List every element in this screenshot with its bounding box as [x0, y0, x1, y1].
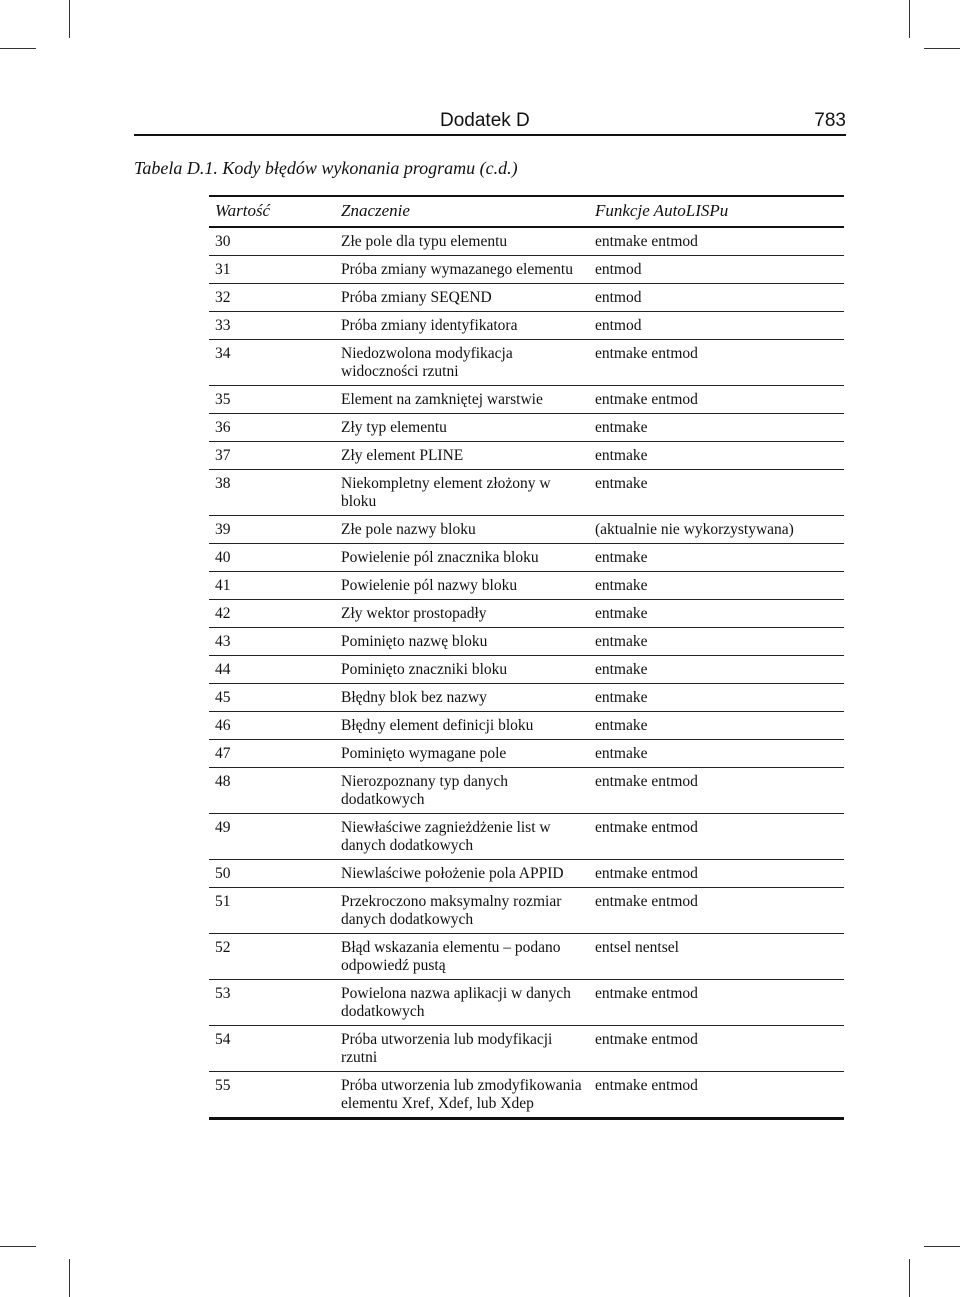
- running-header: [134, 108, 846, 132]
- cell-meaning: [335, 256, 589, 284]
- cell-meaning: [335, 572, 589, 600]
- cell-meaning: [335, 470, 589, 516]
- meaning-text: Powielenie pól nazwy bloku: [341, 576, 518, 594]
- table-row: [209, 227, 844, 256]
- table-row: [209, 544, 844, 572]
- table-row: [209, 600, 844, 628]
- cell-code: 40: [209, 544, 335, 572]
- table-row: [209, 1072, 844, 1119]
- cell-code: 46: [209, 712, 335, 740]
- cell-functions: entmake entmod: [589, 768, 844, 814]
- table-row: [209, 684, 844, 712]
- table-row: [209, 980, 844, 1026]
- cell-meaning: [335, 227, 589, 256]
- meaning-text: Złe pole dla typu elementu: [341, 232, 508, 250]
- cell-code: 30: [209, 227, 335, 256]
- cell-functions: entmod: [589, 312, 844, 340]
- meaning-text: Błąd wskazania elementu – podano odpowiedź pustą: [341, 938, 561, 974]
- column-header-functions: Funkcje AutoLISPu: [589, 196, 844, 227]
- meaning-text: Przekroczono maksymalny rozmiar danych dodatkowych: [341, 892, 562, 928]
- cell-meaning: [335, 712, 589, 740]
- table-row: [209, 712, 844, 740]
- meaning-text: Próba zmiany identyfikatora: [341, 316, 518, 334]
- meaning-text: Zły wektor prostopadły: [341, 604, 487, 622]
- cell-code: 47: [209, 740, 335, 768]
- crop-mark: [909, 1259, 910, 1297]
- cell-meaning: [335, 442, 589, 470]
- cell-functions: entmake: [589, 544, 844, 572]
- cell-functions: entmake entmod: [589, 980, 844, 1026]
- column-header-value: Wartość: [209, 196, 335, 227]
- cell-meaning: [335, 284, 589, 312]
- crop-mark: [69, 0, 70, 38]
- meaning-text: Element na zamkniętej warstwie: [341, 390, 543, 408]
- section-title: Dodatek D: [440, 110, 530, 131]
- cell-meaning: [335, 600, 589, 628]
- table-row: [209, 768, 844, 814]
- cell-functions: entmake: [589, 442, 844, 470]
- cell-functions: entmake: [589, 414, 844, 442]
- cell-code: 53: [209, 980, 335, 1026]
- table-row: [209, 340, 844, 386]
- meaning-text: Niekompletny element złożony w bloku: [341, 474, 551, 510]
- table-caption: Tabela D.1. Kody błędów wykonania programu (c.d.): [134, 158, 518, 178]
- table-row: [209, 1026, 844, 1072]
- cell-code: 43: [209, 628, 335, 656]
- cell-meaning: [335, 684, 589, 712]
- cell-functions: entmod: [589, 256, 844, 284]
- cell-functions: (aktualnie nie wykorzystywana): [589, 516, 844, 544]
- cell-code: 34: [209, 340, 335, 386]
- meaning-text: Powielenie pól znacznika bloku: [341, 548, 539, 566]
- cell-meaning: [335, 740, 589, 768]
- table-row: [209, 740, 844, 768]
- cell-code: 33: [209, 312, 335, 340]
- cell-functions: entmake: [589, 712, 844, 740]
- column-header-meaning: Znaczenie: [335, 196, 589, 227]
- cell-code: 39: [209, 516, 335, 544]
- crop-mark: [924, 48, 960, 49]
- cell-meaning: [335, 312, 589, 340]
- table-row: [209, 814, 844, 860]
- error-codes-table: [209, 195, 844, 1120]
- cell-functions: entmake: [589, 684, 844, 712]
- cell-functions: entmake entmod: [589, 340, 844, 386]
- table-body: [209, 227, 844, 1119]
- cell-meaning: [335, 888, 589, 934]
- cell-meaning: [335, 1026, 589, 1072]
- cell-meaning: [335, 414, 589, 442]
- cell-code: 45: [209, 684, 335, 712]
- cell-functions: entmake entmod: [589, 860, 844, 888]
- meaning-text: Próba utworzenia lub modyfikacji rzutni: [341, 1030, 553, 1066]
- cell-code: 55: [215, 1076, 231, 1094]
- meaning-text: Nierozpoznany typ danych dodatkowych: [341, 772, 508, 808]
- crop-mark: [0, 48, 36, 49]
- cell-code: 41: [209, 572, 335, 600]
- cell-meaning: [335, 934, 589, 980]
- crop-mark: [924, 1246, 960, 1247]
- meaning-text: Próba zmiany SEQEND: [341, 288, 492, 306]
- cell-functions: entmake: [589, 572, 844, 600]
- cell-meaning: [335, 544, 589, 572]
- meaning-text: Niedozwolona modyfikacja widoczności rzutni: [341, 344, 513, 380]
- cell-functions: entmake: [589, 600, 844, 628]
- cell-code: 52: [209, 934, 335, 980]
- cell-meaning: [335, 1072, 589, 1119]
- cell-functions: entmake: [589, 740, 844, 768]
- cell-meaning: [335, 768, 589, 814]
- table-row: [209, 934, 844, 980]
- table-row: [209, 414, 844, 442]
- meaning-text: Powielona nazwa aplikacji w danych dodatkowych: [341, 984, 571, 1020]
- cell-meaning: [335, 814, 589, 860]
- cell-code: 42: [209, 600, 335, 628]
- table-row: [209, 888, 844, 934]
- cell-functions: entmake: [589, 628, 844, 656]
- crop-mark: [69, 1259, 70, 1297]
- cell-meaning: [335, 980, 589, 1026]
- table-row: [209, 312, 844, 340]
- cell-code: 51: [209, 888, 335, 934]
- meaning-text: Zły typ elementu: [341, 418, 447, 436]
- meaning-text: Błędny blok bez nazwy: [341, 688, 487, 706]
- cell-code: 38: [209, 470, 335, 516]
- table-header-row: [209, 196, 844, 227]
- meaning-text: Próba zmiany wymazanego elementu: [341, 260, 573, 278]
- meaning-text: Pominięto wymagane pole: [341, 744, 507, 762]
- meaning-text: Próba utworzenia lub zmodyfikowania elementu Xref, Xdef, lub Xdep: [341, 1076, 582, 1112]
- cell-meaning: [335, 860, 589, 888]
- table-row: [209, 470, 844, 516]
- cell-meaning: [335, 516, 589, 544]
- table-row: [209, 386, 844, 414]
- cell-functions: entmake: [589, 656, 844, 684]
- cell-functions: entmake entmod: [595, 1076, 698, 1094]
- cell-code: 37: [209, 442, 335, 470]
- cell-functions: entmake entmod: [589, 888, 844, 934]
- table-row: [209, 656, 844, 684]
- cell-functions: entmake entmod: [589, 1026, 844, 1072]
- table-row: [209, 516, 844, 544]
- cell-functions: entmod: [589, 284, 844, 312]
- table-row: [209, 442, 844, 470]
- meaning-text: Niewlaściwe położenie pola APPID: [341, 864, 564, 882]
- table-row: [209, 256, 844, 284]
- meaning-text: Niewłaściwe zagnieżdżenie list w danych dodatkowych: [341, 818, 551, 854]
- cell-code: 35: [209, 386, 335, 414]
- cell-meaning: [335, 628, 589, 656]
- cell-code: 44: [209, 656, 335, 684]
- cell-functions: entmake entmod: [589, 227, 844, 256]
- cell-code: 49: [209, 814, 335, 860]
- meaning-text: Zły element PLINE: [341, 446, 464, 464]
- table-row: [209, 572, 844, 600]
- cell-functions: entmake entmod: [589, 386, 844, 414]
- cell-code: 31: [209, 256, 335, 284]
- meaning-text: Pominięto znaczniki bloku: [341, 660, 508, 678]
- table-row: [209, 284, 844, 312]
- cell-code: 36: [209, 414, 335, 442]
- cell-code: 32: [209, 284, 335, 312]
- meaning-text: Błędny element definicji bloku: [341, 716, 534, 734]
- crop-mark: [0, 1246, 36, 1247]
- cell-code: 50: [209, 860, 335, 888]
- cell-code: 54: [209, 1026, 335, 1072]
- meaning-text: Pominięto nazwę bloku: [341, 632, 488, 650]
- table-row: [209, 628, 844, 656]
- page-number: 783: [814, 110, 846, 131]
- table-row: [209, 860, 844, 888]
- cell-functions: entsel nentsel: [589, 934, 844, 980]
- header-rule: [134, 134, 846, 136]
- meaning-text: Złe pole nazwy bloku: [341, 520, 476, 538]
- cell-meaning: [335, 340, 589, 386]
- cell-code: 48: [209, 768, 335, 814]
- cell-meaning: [335, 386, 589, 414]
- cell-meaning: [335, 656, 589, 684]
- cell-functions: entmake: [589, 470, 844, 516]
- cell-functions: entmake entmod: [589, 814, 844, 860]
- crop-mark: [909, 0, 910, 38]
